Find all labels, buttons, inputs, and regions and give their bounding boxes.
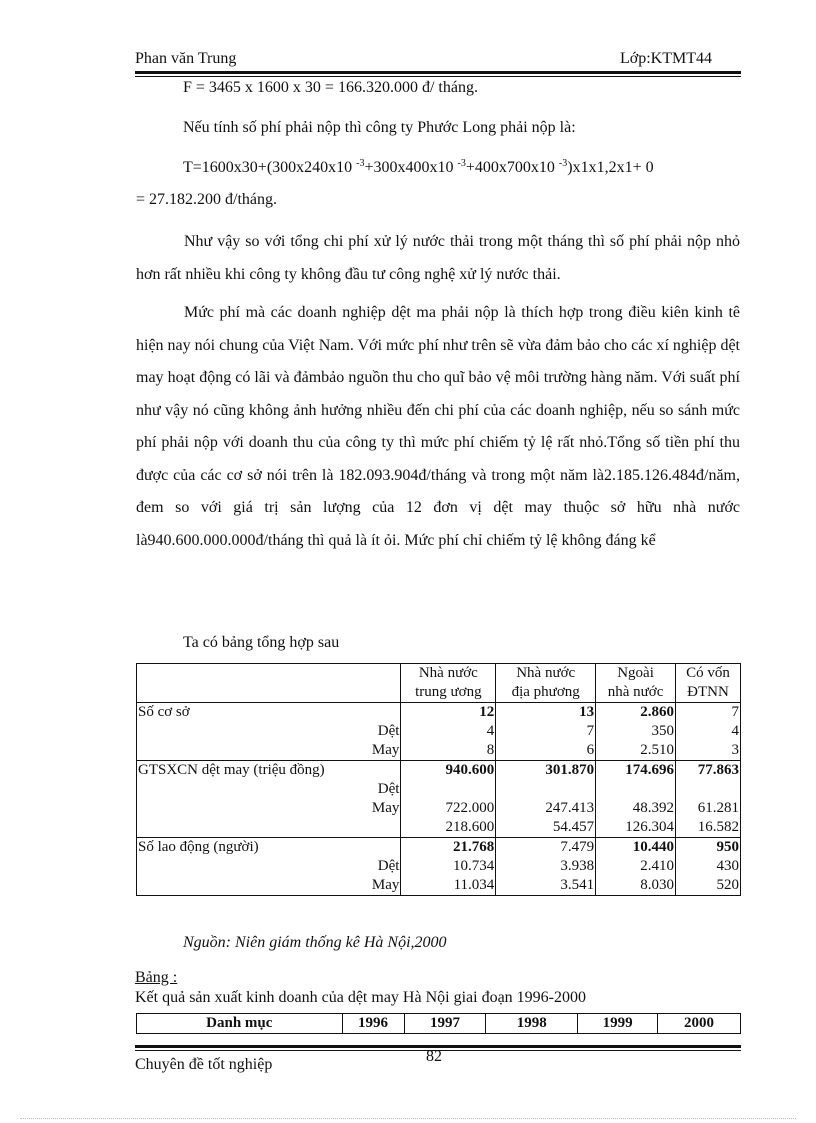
cell: 54.457 <box>496 818 596 838</box>
results-table-caption: Kết quả sản xuất kinh doanh của dệt may Hà Nội giai đoạn 1996-2000 <box>135 989 586 1006</box>
cell: 218.600 <box>401 818 496 838</box>
cell: 6 <box>496 741 596 761</box>
cell: 8 <box>401 741 496 761</box>
cell <box>676 780 741 799</box>
cell: 301.870 <box>496 761 596 781</box>
cell: 10.734 <box>401 857 496 876</box>
row-label: May <box>137 741 401 761</box>
paragraph-1: Như vậy so với tổng chi phí xử lý nước thải trong một tháng thì số phí phải nộp nhỏ hơn rất nhiều khi công ty không đầu tư công nghệ xử lý nước thải. <box>136 233 740 283</box>
table-header-blank <box>137 664 401 703</box>
cell: 7 <box>496 722 596 741</box>
table-row <box>137 799 741 818</box>
cell: 16.582 <box>676 818 741 838</box>
table-row <box>137 780 741 799</box>
cell: 520 <box>676 876 741 896</box>
summary-table <box>136 663 741 896</box>
header-category: Danh mục <box>137 1014 343 1034</box>
table-row <box>137 761 741 781</box>
table-row <box>137 722 741 741</box>
table-row <box>137 703 741 723</box>
header-1998: 1998 <box>486 1014 578 1034</box>
cell: 2.860 <box>596 703 676 723</box>
cell: 4 <box>401 722 496 741</box>
header-private: Ngoài nhà nước <box>596 664 676 703</box>
row-label: May <box>137 876 401 896</box>
formula-f: F = 3465 x 1600 x 30 = 166.320.000 đ/ tháng. <box>183 79 478 96</box>
page-number: 82 <box>426 1048 442 1065</box>
cell: 950 <box>676 838 741 858</box>
header-fdi: Có vốn ĐTNN <box>676 664 741 703</box>
cell: 3 <box>676 741 741 761</box>
cell: 350 <box>596 722 676 741</box>
cell: 10.440 <box>596 838 676 858</box>
cell: 430 <box>676 857 741 876</box>
header-1997: 1997 <box>404 1014 486 1034</box>
cell: 4 <box>676 722 741 741</box>
source-note: Nguồn: Niên giám thống kê Hà Nội,2000 <box>183 934 447 951</box>
cell: 8.030 <box>596 876 676 896</box>
cell: 126.304 <box>596 818 676 838</box>
row-label: Dệt <box>137 857 401 876</box>
cell: 3.938 <box>496 857 596 876</box>
cell: 247.413 <box>496 799 596 818</box>
cell: 13 <box>496 703 596 723</box>
results-table-title: Bảng : <box>135 969 178 986</box>
cell: 940.600 <box>401 761 496 781</box>
table-header-row <box>137 664 741 703</box>
cell: 61.281 <box>676 799 741 818</box>
header-1999: 1999 <box>578 1014 658 1034</box>
cell: 12 <box>401 703 496 723</box>
header-1996: 1996 <box>342 1014 404 1034</box>
cell: 722.000 <box>401 799 496 818</box>
cell: 21.768 <box>401 838 496 858</box>
cell: 7.479 <box>496 838 596 858</box>
cell: 3.541 <box>496 876 596 896</box>
header-local: Nhà nước địa phương <box>496 664 596 703</box>
cell: 174.696 <box>596 761 676 781</box>
table-row <box>137 741 741 761</box>
cell: 48.392 <box>596 799 676 818</box>
table-row <box>137 838 741 858</box>
cell: 77.863 <box>676 761 741 781</box>
cell: 7 <box>676 703 741 723</box>
header-class: Lớp:KTMT44 <box>620 50 713 67</box>
row-label: Số lao động (người) <box>137 838 401 858</box>
row-label: May <box>137 799 401 818</box>
cell <box>401 780 496 799</box>
header-rule-thin <box>135 76 741 77</box>
cell: 2.510 <box>596 741 676 761</box>
cell <box>596 780 676 799</box>
header-rule <box>135 71 741 74</box>
cell: 2.410 <box>596 857 676 876</box>
cell: 11.034 <box>401 876 496 896</box>
paragraph-2: Mức phí mà các doanh nghiệp dệt ma phải nộp là thích hợp trong điều kiên kinh tê hiện nay nói chung của Việt Nam. Với mức phí như trên sẽ vừa đảm bảo cho các xí nghiệp dệt may hoạt động có lãi và đảmbảo nguồn thu cho quĩ bảo vệ môi trường hàng năm. Với suất phí như vậy nó cũng không ảnh hưởng nhiều đến chi phí của các doanh nghiệp, nếu so sánh mức phí phải nộp với doanh thu của công ty thì mức phí chiếm tỷ lệ rất nhỏ.Tổng số tiền phí thu được của các cơ sở nói trên là 182.093.904đ/tháng và trong một năm là2.185.126.484đ/năm, đem so với giá trị sản lượng của 12 đơn vị dệt may thuộc sở hữu nhà nước là940.600.000.000đ/tháng thì quả là ít ỏi. Mức phí chỉ chiếm tỷ lệ không đáng kể <box>136 304 740 549</box>
table-row <box>137 818 741 838</box>
table-row <box>137 857 741 876</box>
header-central: Nhà nước trung ương <box>401 664 496 703</box>
table-intro: Ta có bảng tổng hợp sau <box>183 634 340 651</box>
results-table <box>136 1013 741 1034</box>
row-label <box>137 818 401 838</box>
header-2000: 2000 <box>658 1014 741 1034</box>
footer-label: Chuyên đề tốt nghiệp <box>135 1056 273 1073</box>
cell <box>496 780 596 799</box>
row-label: Dệt <box>137 780 401 799</box>
fee-intro: Nếu tính số phí phải nộp thì công ty Phước Long phải nộp là: <box>183 119 576 136</box>
header-author: Phan văn Trung <box>135 50 237 67</box>
row-label: GTSXCN dệt may (triệu đồng) <box>137 761 401 781</box>
page-edge <box>20 1118 796 1119</box>
row-label: Dệt <box>137 722 401 741</box>
formula-t: T=1600x30+(300x240x10 $^{-3}$+300x400x10 $^{-3}$+400x700x10 $^{-3}$)x1x1,2x1+ 0 <box>183 158 654 176</box>
formula-t-result: = 27.182.200 đ/tháng. <box>136 191 278 208</box>
table-row <box>137 876 741 896</box>
row-label: Số cơ sở <box>137 703 401 723</box>
results-header-row <box>137 1014 741 1034</box>
